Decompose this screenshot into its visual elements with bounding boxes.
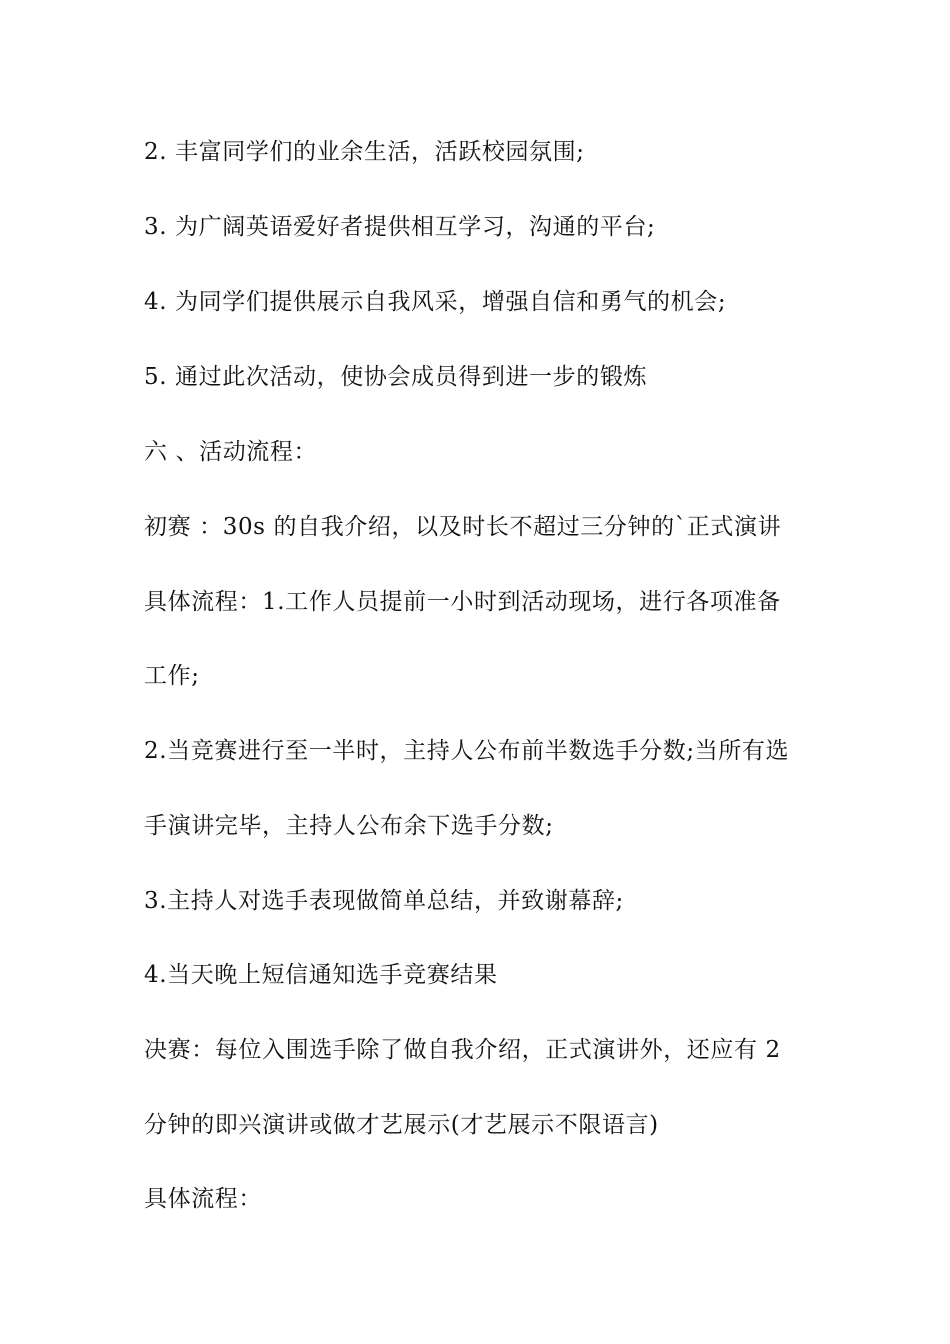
text-line-goal-2: 2. 丰富同学们的业余生活，活跃校园氛围;	[144, 139, 585, 165]
text-line-goal-5: 5. 通过此次活动，使协会成员得到进一步的锻炼	[144, 364, 648, 390]
text-line-preliminary-step-4: 4.当天晚上短信通知选手竞赛结果	[144, 962, 498, 988]
text-line-goal-4: 4. 为同学们提供展示自我风采，增强自信和勇气的机会;	[144, 289, 727, 315]
text-line-final-process: 具体流程：	[144, 1186, 262, 1212]
text-line-goal-3: 3. 为广阔英语爱好者提供相互学习，沟通的平台;	[144, 214, 656, 240]
section-heading-process: 六 、活动流程：	[144, 439, 318, 465]
text-line-preliminary: 初赛 ：30s 的自我介绍，以及时长不超过三分钟的`正式演讲	[144, 514, 782, 540]
text-line-preliminary-step-2-cont: 手演讲完毕，主持人公布余下选手分数;	[144, 813, 554, 839]
text-line-preliminary-step-1: 具体流程：1.工作人员提前一小时到活动现场，进行各项准备	[144, 589, 781, 615]
text-line-preliminary-step-2: 2.当竞赛进行至一半时，主持人公布前半数选手分数;当所有选	[144, 738, 790, 764]
text-line-final: 决赛：每位入围选手除了做自我介绍，正式演讲外，还应有 2	[144, 1037, 781, 1063]
text-line-preliminary-step-1-cont: 工作;	[144, 663, 200, 689]
text-line-final-cont: 分钟的即兴演讲或做才艺展示(才艺展示不限语言)	[144, 1112, 659, 1138]
text-line-preliminary-step-3: 3.主持人对选手表现做简单总结，并致谢幕辞;	[144, 888, 624, 914]
